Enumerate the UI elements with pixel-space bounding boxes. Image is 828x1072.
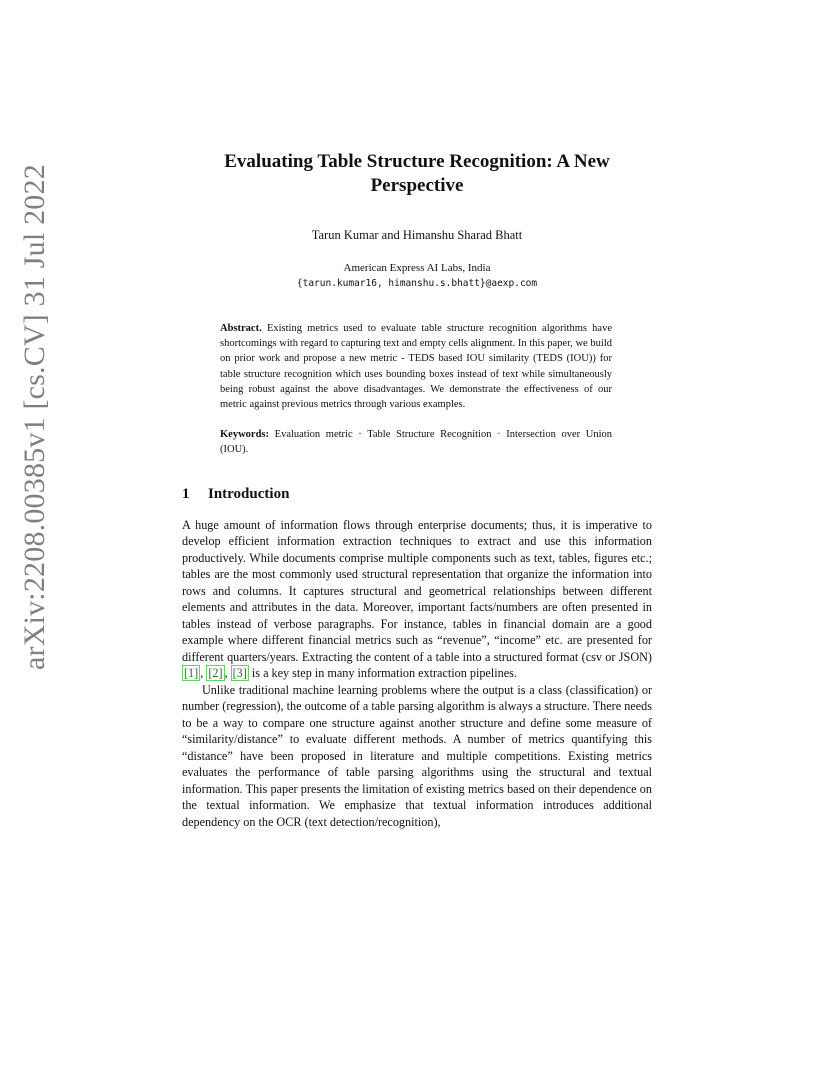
citation-link-1[interactable]: [1]: [184, 666, 199, 681]
paper-page: [182, 150, 652, 830]
author-emails: {tarun.kumar16, himanshu.s.bhatt}@aexp.com: [296, 278, 538, 289]
keywords-text: Evaluation metric · Table Structure Recognition · Intersection over Union (IOU).: [220, 429, 613, 456]
arxiv-identifier-stamp: arXiv:2208.00385v1 [cs.CV] 31 Jul 2022: [18, 164, 51, 670]
citation-separator-1: ,: [200, 666, 207, 681]
section-title: Introduction: [208, 485, 290, 502]
citation-link-2[interactable]: [2]: [208, 666, 223, 681]
author-affiliation: American Express AI Labs, India: [343, 262, 491, 274]
abstract-text: Existing metrics used to evaluate table structure recognition algorithms have shortcomings with regard to capturing text and empty cells alignment. In this paper, we build on prior work and propose a new metric - TEDS based IOU similarity (TEDS (IOU)) for table structure recognition which uses bounding boxes instead of text while simultaneously being robust against the above disadvantages. We demonstrate the effectiveness of our metric against previous metrics through various examples.: [220, 323, 612, 411]
section-heading-introduction: [182, 486, 652, 503]
abstract: [220, 321, 612, 412]
section-number: 1: [182, 485, 190, 502]
citation-separator-2: ,: [224, 666, 231, 681]
paragraph-1-text-end: is a key step in many information extraction pipelines.: [248, 666, 517, 681]
paper-authors: Tarun Kumar and Himanshu Sharad Bhatt: [311, 228, 523, 242]
abstract-label: Abstract.: [220, 323, 262, 334]
citation-link-3[interactable]: [3]: [232, 666, 247, 681]
paragraph-1: [182, 517, 652, 682]
paragraph-1-text: A huge amount of information flows through enterprise documents; thus, it is imperative to develop efficient information extraction techniques to extract and use this information productively. While documents comprise multiple components such as text, tables, figures etc.; tables are the most commonly used structural representation that organize the information into rows and columns. It captures structural and geometrical relationships between different elements and attributes in the data. Moreover, important facts/numbers are often presented in tables instead of verbose paragraphs. For instance, tables in financial domain are a good example where different financial metrics such as “revenue”, “income” etc. are presented for different quarters/years. Extracting the content of a table into a structured format (csv or JSON): [182, 517, 652, 664]
keywords: [220, 427, 612, 457]
keywords-label: Keywords:: [220, 429, 269, 441]
paragraph-2: Unlike traditional machine learning problems where the output is a class (classification) or number (regression), the outcome of a table parsing algorithm is always a structure. There needs to be a way to compare one structure against another structure and define some measure of “similarity/distance” to evaluate different methods. A number of metrics quantifying this “distance” have been proposed in literature and multiple competitions. Existing metrics evaluates the performance of table parsing algorithms using the structural and textual information. This paper presents the limitation of existing metrics based on their dependence on the textual information. We emphasize that textual information introduces additional dependency on the OCR (text detection/recognition),: [182, 682, 652, 829]
paper-title: Evaluating Table Structure Recognition: A New Perspective: [224, 151, 610, 196]
introduction-body: [182, 517, 652, 831]
